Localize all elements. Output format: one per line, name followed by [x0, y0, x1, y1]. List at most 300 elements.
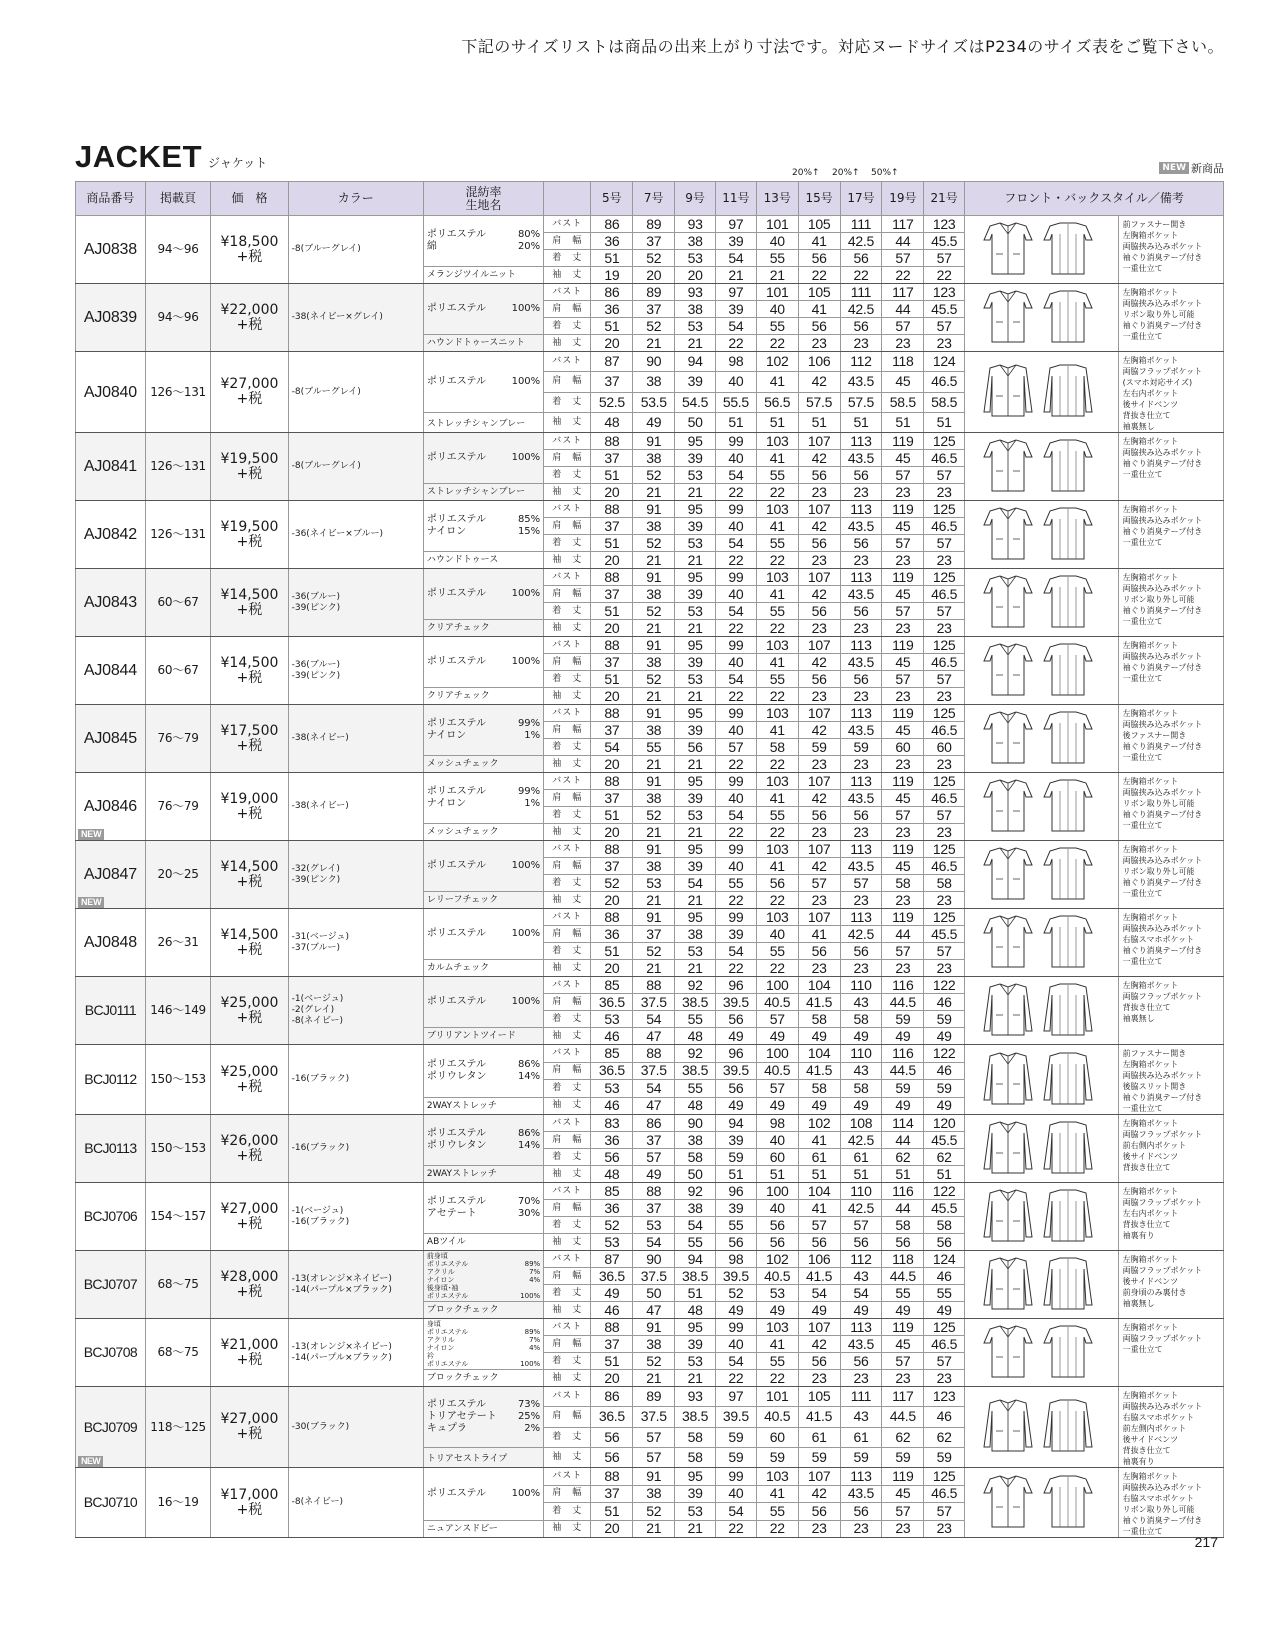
jacket-front-back-drawing [976, 362, 1106, 422]
size-value: 37 [591, 586, 633, 603]
measure-label: 袖 丈 [544, 335, 591, 352]
product-block [76, 569, 1224, 637]
color-cell [288, 909, 423, 977]
size-value: 88 [633, 1045, 675, 1063]
remark-line: 袖ぐり消臭テープ付き [1122, 878, 1203, 887]
size-value: 21 [633, 688, 675, 705]
materials-cell [423, 705, 543, 756]
measure-label: 着 丈 [544, 1353, 591, 1370]
size-value: 117 [882, 284, 924, 301]
size-value: 107 [798, 773, 840, 790]
remark-line: 後脇スリット開き [1122, 1082, 1187, 1091]
product-code-cell [76, 977, 146, 1045]
catalog-pages: 68〜75 [145, 1251, 211, 1319]
product-code: BCJ0112 [84, 1071, 137, 1087]
size-value: 49 [882, 1028, 924, 1045]
measure-label: 肩 幅 [544, 586, 591, 603]
material-line [427, 1140, 540, 1152]
size-value: 119 [882, 1319, 924, 1336]
size-value: 59 [924, 1447, 965, 1467]
table-row [76, 977, 1224, 994]
remark-line: 左胸箱ポケット [1122, 913, 1179, 922]
size-value: 38 [675, 926, 716, 943]
price-cell [211, 433, 288, 501]
material-line [427, 514, 540, 526]
size-value: 117 [882, 216, 924, 233]
size-value: 110 [840, 977, 882, 994]
size-value: 107 [798, 433, 840, 450]
measure-label: 着 丈 [544, 1503, 591, 1521]
size-value: 55 [756, 250, 798, 267]
size-value: 41 [756, 654, 798, 671]
size-value: 38.5 [675, 994, 716, 1011]
size-value: 107 [798, 501, 840, 518]
size-value: 56 [840, 671, 882, 688]
size-value: 23 [798, 484, 840, 501]
size-value: 125 [924, 909, 965, 926]
size-value: 57 [840, 875, 882, 892]
tax-label: +税 [236, 1215, 263, 1232]
size-value: 23 [882, 688, 924, 705]
size-value: 48 [591, 1166, 633, 1183]
materials-cell [423, 352, 543, 413]
fabric-name: ハウンドトゥース [423, 552, 543, 569]
size-value: 86 [591, 216, 633, 233]
measure-label: 袖 丈 [544, 267, 591, 284]
measure-label: 肩 幅 [544, 1485, 591, 1503]
remark-line: 左胸箱ポケット [1122, 981, 1179, 990]
tax-label: +税 [236, 669, 263, 686]
size-value: 113 [840, 705, 882, 722]
size-value: 56 [798, 535, 840, 552]
remark-line: 後ファスナー開き [1122, 731, 1187, 740]
remark-line: 両脇挟み込みポケット [1122, 299, 1203, 308]
style-drawing-cell [965, 637, 1119, 705]
size-value: 23 [840, 552, 882, 569]
product-code: AJ0843 [83, 594, 137, 611]
measure-label: バスト [544, 216, 591, 233]
material-name: 前身頃 [426, 1252, 448, 1260]
size-value: 85 [591, 1183, 633, 1200]
size-value: 37 [633, 233, 675, 250]
size-value: 42 [798, 372, 840, 392]
material-percent: 14% [517, 1070, 541, 1082]
size-value: 41 [756, 790, 798, 807]
size-value: 57 [633, 1149, 675, 1166]
price-cell [211, 977, 288, 1045]
size-value: 53 [633, 875, 675, 892]
size-value: 58 [840, 1080, 882, 1098]
size-value: 50 [633, 1285, 675, 1302]
material-percent: 100% [511, 303, 541, 314]
color-option: -32(グレイ) [291, 863, 340, 874]
size-value: 23 [882, 960, 924, 977]
color-option: -31(ベージュ) [291, 931, 349, 942]
size-value: 46.5 [924, 372, 965, 392]
size-value: 56 [798, 467, 840, 484]
size-value: 57 [882, 250, 924, 267]
measure-label: バスト [544, 909, 591, 926]
size-value: 105 [798, 1387, 840, 1407]
jacket-front-back-drawing [976, 1050, 1106, 1110]
product-block [76, 773, 1224, 841]
size-value: 58 [924, 1217, 965, 1234]
size-value: 94 [715, 1115, 756, 1132]
remark-line: 右脇スマホポケット [1122, 1494, 1195, 1503]
size-value: 41 [756, 586, 798, 603]
product-code: AJ0840 [83, 383, 137, 401]
size-value: 20 [591, 892, 633, 909]
size-value: 40 [756, 1132, 798, 1149]
size-value: 57 [924, 671, 965, 688]
size-value: 51 [756, 412, 798, 432]
size-value: 41 [756, 1485, 798, 1503]
remark-line: 前身頃のみ裏付き [1122, 1288, 1187, 1297]
size-value: 93 [675, 216, 716, 233]
measure-label: 袖 丈 [544, 412, 591, 432]
size-value: 21 [633, 335, 675, 352]
size-value: 55 [675, 1011, 716, 1028]
size-value: 46 [924, 1407, 965, 1427]
remark-line: 袖ぐり消臭テープ付き [1122, 1516, 1203, 1525]
product-code-cell [76, 501, 146, 569]
size-value: 20 [591, 1520, 633, 1538]
size-value: 91 [633, 637, 675, 654]
size-value: 43.5 [840, 858, 882, 875]
remark-line: 両脇フラップポケット [1122, 1198, 1203, 1207]
size-value: 38 [633, 450, 675, 467]
size-value: 49 [715, 1097, 756, 1115]
size-value: 88 [591, 1468, 633, 1486]
price-cell [211, 284, 288, 352]
size-value: 22 [715, 824, 756, 841]
table-row [76, 1115, 1224, 1132]
size-value: 39 [675, 1485, 716, 1503]
size-value: 23 [882, 824, 924, 841]
size-value: 23 [798, 1520, 840, 1538]
product-block [76, 977, 1224, 1045]
size-value: 54 [715, 807, 756, 824]
size-value: 37 [591, 1336, 633, 1353]
size-value: 36 [591, 1200, 633, 1217]
material-line [427, 1252, 540, 1260]
material-percent: 1% [524, 798, 541, 809]
size-value: 55 [756, 318, 798, 335]
material-name: ポリウレタン [426, 1070, 487, 1082]
tax-label: +税 [236, 533, 263, 550]
size-value: 90 [633, 352, 675, 372]
material-name: キュプラ [426, 1422, 467, 1434]
size-value: 21 [675, 824, 716, 841]
size-value: 103 [756, 637, 798, 654]
size-value: 53 [675, 671, 716, 688]
tax-label: +税 [236, 1426, 263, 1442]
size-value: 41 [798, 1200, 840, 1217]
material-name: ポリエステル [426, 229, 487, 240]
size-value: 49 [798, 1028, 840, 1045]
size-value: 122 [924, 1045, 965, 1063]
catalog-pages: 126〜131 [145, 433, 211, 501]
remarks-cell [1118, 1183, 1223, 1251]
price-cell [211, 841, 288, 909]
remarks-cell [1118, 284, 1223, 352]
size-value: 57 [882, 807, 924, 824]
size-value: 55 [756, 603, 798, 620]
material-line [427, 1292, 540, 1300]
size-value: 23 [798, 552, 840, 569]
size-value: 54 [715, 467, 756, 484]
measure-label: バスト [544, 1183, 591, 1200]
size-value: 46.5 [924, 790, 965, 807]
size-value: 95 [675, 1319, 716, 1336]
color-cell [288, 841, 423, 909]
size-value: 23 [924, 824, 965, 841]
product-code: AJ0846 [83, 798, 137, 815]
size-value: 89 [633, 1387, 675, 1407]
size-value: 41 [798, 1132, 840, 1149]
size-value: 21 [675, 1520, 716, 1538]
size-value: 49 [924, 1028, 965, 1045]
size-value: 51 [591, 807, 633, 824]
material-line [427, 1260, 540, 1268]
size-value: 21 [675, 1370, 716, 1387]
remark-line: 袖裏有り [1122, 1457, 1155, 1466]
catalog-pages: 126〜131 [145, 501, 211, 569]
size-value: 49 [924, 1097, 965, 1115]
size-value: 39 [675, 858, 716, 875]
size-value: 59 [882, 1447, 924, 1467]
color-option: -8(ブルーグレイ) [291, 386, 361, 397]
size-value: 39 [675, 654, 716, 671]
size-value: 23 [798, 688, 840, 705]
size-value: 119 [882, 909, 924, 926]
catalog-pages: 126〜131 [145, 352, 211, 433]
size-value: 56 [715, 1234, 756, 1251]
size-value: 54 [715, 671, 756, 688]
size-value: 21 [675, 620, 716, 637]
size-value: 46 [591, 1028, 633, 1045]
material-name: ポリエステル [426, 588, 487, 599]
size-value: 22 [715, 552, 756, 569]
measure-label: バスト [544, 1045, 591, 1063]
size-value: 39.5 [715, 1062, 756, 1080]
header-color: カラー [288, 182, 423, 216]
size-value: 38.5 [675, 1268, 716, 1285]
price-value: ¥28,000 [220, 1268, 279, 1285]
header-fabric-2: 生地名 [465, 197, 502, 212]
size-value: 56 [798, 1353, 840, 1370]
size-value: 39 [715, 1132, 756, 1149]
size-value: 119 [882, 433, 924, 450]
remark-line: 左胸箱ポケット [1122, 1119, 1179, 1128]
price-cell [211, 1387, 288, 1468]
size-value: 62 [924, 1427, 965, 1447]
size-value: 91 [633, 501, 675, 518]
size-value: 22 [756, 335, 798, 352]
percent-mark-21: 50%↑ [871, 168, 899, 178]
remark-line: 背抜き仕立て [1122, 1446, 1171, 1455]
size-value: 54.5 [675, 392, 716, 412]
size-value: 85 [591, 977, 633, 994]
product-block [76, 1251, 1224, 1319]
remark-line: 一重仕立て [1122, 332, 1163, 341]
price-cell [211, 1468, 288, 1538]
size-value: 91 [633, 1319, 675, 1336]
size-value: 47 [633, 1302, 675, 1319]
size-value: 23 [882, 484, 924, 501]
size-value: 52 [715, 1285, 756, 1302]
size-value: 119 [882, 841, 924, 858]
size-value: 53 [675, 1503, 716, 1521]
tax-label: +税 [236, 1078, 263, 1095]
product-code-cell [76, 1251, 146, 1319]
materials-cell [423, 1045, 543, 1098]
materials-cell [423, 284, 543, 335]
materials-cell [423, 1251, 543, 1302]
size-value: 125 [924, 501, 965, 518]
materials-cell [423, 909, 543, 960]
product-block [76, 284, 1224, 352]
size-value: 99 [715, 501, 756, 518]
remarks-cell [1118, 977, 1223, 1045]
price-cell [211, 705, 288, 773]
size-value: 37 [633, 1132, 675, 1149]
remark-line: 左胸箱ポケット [1122, 288, 1179, 297]
size-value: 98 [756, 1115, 798, 1132]
size-value: 36.5 [591, 994, 633, 1011]
size-value: 50 [675, 1166, 716, 1183]
size-value: 61 [798, 1149, 840, 1166]
size-value: 103 [756, 773, 798, 790]
remark-line: 一重仕立て [1122, 821, 1163, 830]
color-cell [288, 773, 423, 841]
color-option: -1(ベージュ) [291, 1205, 344, 1216]
material-line [427, 1059, 540, 1071]
material-percent: 7% [529, 1268, 541, 1276]
fabric-name: ブロックチェック [423, 1370, 543, 1387]
size-value: 56 [840, 467, 882, 484]
size-value: 52 [633, 671, 675, 688]
fabric-name: 2WAYストレッチ [423, 1166, 543, 1183]
size-value: 22 [756, 1520, 798, 1538]
style-drawing-cell [965, 284, 1119, 352]
size-value: 56 [798, 318, 840, 335]
size-value: 54 [715, 250, 756, 267]
product-code-cell [76, 637, 146, 705]
remark-line: 一重仕立て [1122, 470, 1163, 479]
remark-line: 左胸箱ポケット [1122, 505, 1179, 514]
tax-label: +税 [236, 1009, 263, 1026]
size-value: 91 [633, 773, 675, 790]
remarks-cell [1118, 1468, 1223, 1538]
size-value: 88 [591, 705, 633, 722]
material-percent: 86% [517, 1128, 541, 1139]
measure-label: 着 丈 [544, 603, 591, 620]
size-value: 42.5 [840, 1200, 882, 1217]
size-value: 39 [715, 926, 756, 943]
size-value: 54 [675, 875, 716, 892]
measure-label: 着 丈 [544, 1285, 591, 1302]
product-code-cell [76, 1183, 146, 1251]
size-value: 58 [675, 1149, 716, 1166]
size-value: 114 [882, 1115, 924, 1132]
size-value: 88 [591, 569, 633, 586]
jacket-front-back-drawing [976, 1187, 1106, 1247]
product-code-cell [76, 433, 146, 501]
product-block [76, 501, 1224, 569]
catalog-pages: 146〜149 [145, 977, 211, 1045]
price-value: ¥27,000 [220, 1411, 279, 1427]
size-value: 22 [798, 267, 840, 284]
color-cell [288, 1251, 423, 1319]
product-code: BCJ0707 [83, 1276, 138, 1292]
size-value: 51 [756, 1166, 798, 1183]
size-value: 96 [715, 977, 756, 994]
size-value: 37 [591, 722, 633, 739]
measure-label: 肩 幅 [544, 994, 591, 1011]
size-value: 51 [591, 535, 633, 552]
size-value: 46.5 [924, 1336, 965, 1353]
size-value: 59 [924, 1080, 965, 1098]
color-cell [288, 1045, 423, 1115]
measure-label: 着 丈 [544, 671, 591, 688]
size-value: 57 [924, 807, 965, 824]
table-row [76, 216, 1224, 233]
measure-label: 肩 幅 [544, 1132, 591, 1149]
size-value: 23 [840, 1520, 882, 1538]
price-cell [211, 1251, 288, 1319]
color-cell [288, 501, 423, 569]
color-option: -38(ネイビー) [291, 801, 349, 811]
remark-line: 左右内ポケット [1122, 389, 1179, 398]
remark-line: 袖ぐり消臭テープ付き [1122, 810, 1203, 819]
size-value: 23 [840, 620, 882, 637]
product-code-cell [76, 705, 146, 773]
size-value: 56 [798, 603, 840, 620]
material-line [427, 996, 540, 1008]
price-value: ¥27,000 [220, 376, 279, 392]
size-value: 37 [591, 372, 633, 392]
size-value: 42.5 [840, 926, 882, 943]
color-cell [288, 1115, 423, 1183]
size-value: 103 [756, 569, 798, 586]
size-value: 117 [882, 1387, 924, 1407]
size-value: 111 [840, 1387, 882, 1407]
table-row [76, 1468, 1224, 1486]
material-name: ポリエステル [426, 1292, 469, 1300]
size-value: 23 [798, 892, 840, 909]
size-value: 89 [633, 284, 675, 301]
size-value: 41 [798, 301, 840, 318]
size-value: 22 [756, 1370, 798, 1387]
product-code: AJ0842 [83, 526, 137, 543]
style-drawing-cell [965, 977, 1119, 1045]
size-value: 47 [633, 1028, 675, 1045]
jacket-front-back-drawing [976, 845, 1106, 905]
material-line [427, 928, 540, 940]
color-cell [288, 216, 423, 284]
header-size: 21号 [924, 182, 965, 216]
size-value: 44 [882, 1132, 924, 1149]
size-value: 23 [882, 335, 924, 352]
size-value: 37 [633, 301, 675, 318]
size-value: 55 [675, 1080, 716, 1098]
material-percent: 20% [517, 241, 541, 252]
size-value: 37 [591, 1485, 633, 1503]
measure-label: バスト [544, 1468, 591, 1486]
remark-line: 後サイドベンツ [1122, 1435, 1179, 1444]
material-line [427, 303, 540, 315]
